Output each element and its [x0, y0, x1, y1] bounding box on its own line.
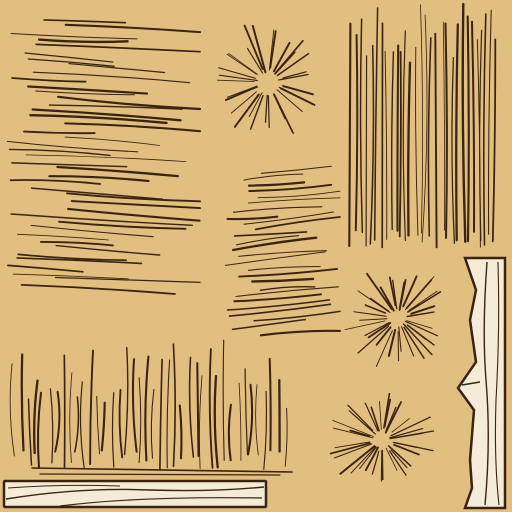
grain-stroke: [382, 451, 383, 480]
grain-stroke: [270, 359, 271, 450]
grain-stroke: [435, 34, 436, 248]
white-plank-horizontal: [4, 481, 266, 507]
grain-stroke: [268, 96, 269, 128]
grain-stroke: [349, 24, 350, 246]
grain-stroke: [366, 56, 367, 246]
grain-stroke: [197, 363, 198, 456]
grain-stroke: [468, 17, 469, 242]
grain-stroke: [397, 46, 398, 231]
